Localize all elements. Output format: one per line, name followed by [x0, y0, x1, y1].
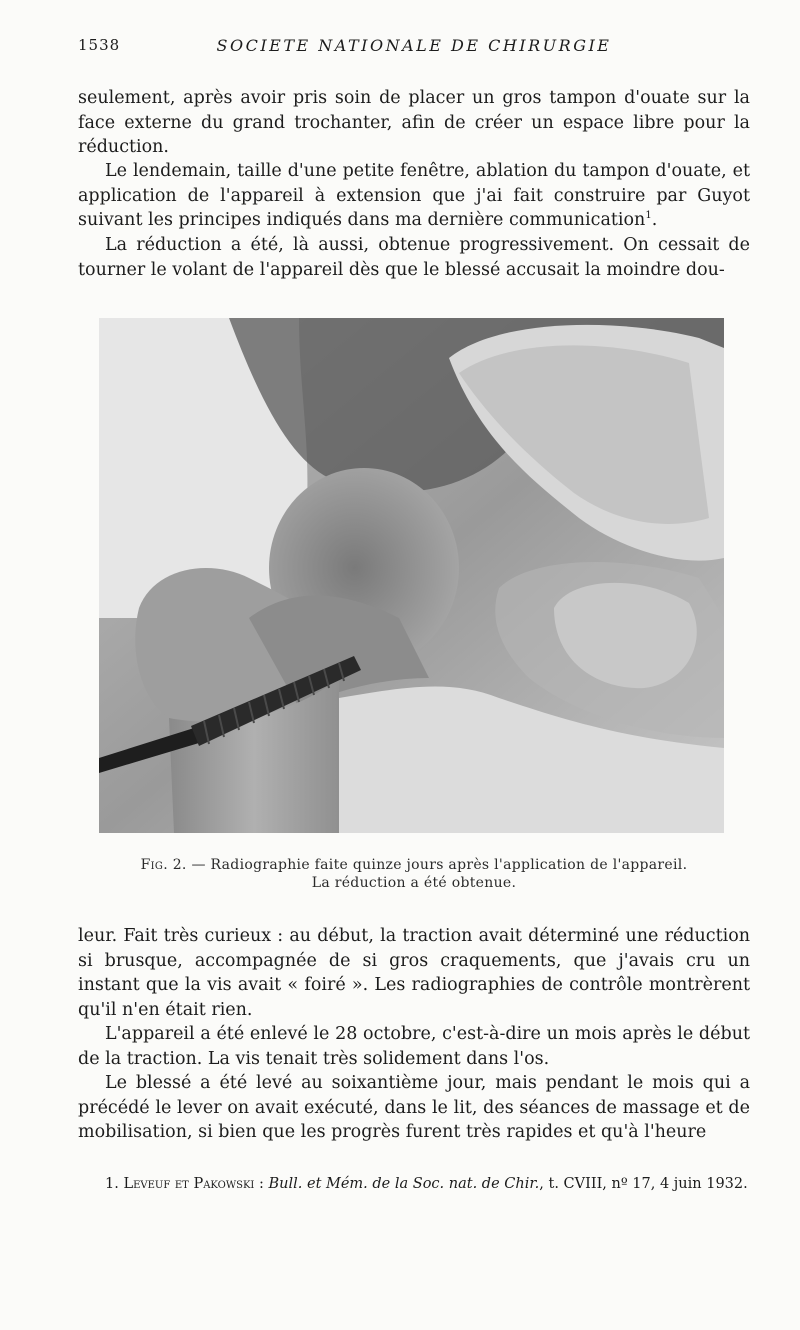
- figure-label: Fig. 2.: [140, 857, 187, 873]
- footnote-journal: Bull. et Mém. de la Soc. nat. de Chir.: [268, 1176, 540, 1192]
- figure-caption-line-1: [78, 856, 750, 874]
- footnote-ref[interactable]: 1: [645, 210, 652, 222]
- radiograph-figure: [99, 318, 724, 833]
- paragraph-1: seulement, après avoir pris soin de placer un gros tampon d'ouate sur la face externe du grand trochanter, afin de créer un espace libre pour la réduction.: [78, 88, 750, 158]
- figure-caption-text: — Radiographie faite quinze jours après l'application de l'appareil.: [191, 857, 688, 873]
- page-number: 1538: [78, 36, 121, 54]
- paragraph-2: [78, 159, 750, 233]
- figure-caption-line-2: La réduction a été obtenue.: [311, 875, 517, 891]
- footnote-authors: Leveuf et Pakowski :: [123, 1176, 264, 1192]
- paragraph-2-text: Le lendemain, taille d'une petite fenêtre, ablation du tampon d'ouate, et application de l'appareil à extension que j'ai fait construire par Guyot suivant les principes indiqués dans ma dernière communication: [78, 161, 750, 231]
- footnote: [78, 1174, 750, 1194]
- running-title: SOCIETE NATIONALE DE CHIRURGIE: [216, 36, 612, 55]
- page-header: [78, 36, 750, 60]
- paragraph-6: Le blessé a été levé au soixantième jour, mais pendant le mois qui a précédé le lever on avait exécuté, dans le lit, des séances de massage et de mobilisation, si bien que les progrès furent très rapides et qu'à l'heure: [78, 1073, 750, 1143]
- radiograph-image: [99, 318, 724, 833]
- paragraph-3: La réduction a été, là aussi, obtenue progressivement. On cessait de tourner le volant de l'appareil dès que le blessé accusait la moindre dou-: [78, 235, 750, 280]
- footnote-number: 1.: [105, 1176, 119, 1192]
- paragraph-2-end: .: [651, 210, 658, 231]
- footnote-details: , t. CVIII, nº 17, 4 juin 1932.: [539, 1176, 748, 1192]
- paragraph-4: leur. Fait très curieux : au début, la traction avait déterminé une réduction si brusque, accompagnée de si gros craquements, que j'avais cru un instant que la vis avait « foiré ». Les radiographies de contrôle montrèrent qu'il n'en était rien.: [78, 926, 750, 1020]
- paragraph-5: L'appareil a été enlevé le 28 octobre, c'est-à-dire un mois après le début de la traction. La vis tenait très solidement dans l'os.: [78, 1024, 750, 1069]
